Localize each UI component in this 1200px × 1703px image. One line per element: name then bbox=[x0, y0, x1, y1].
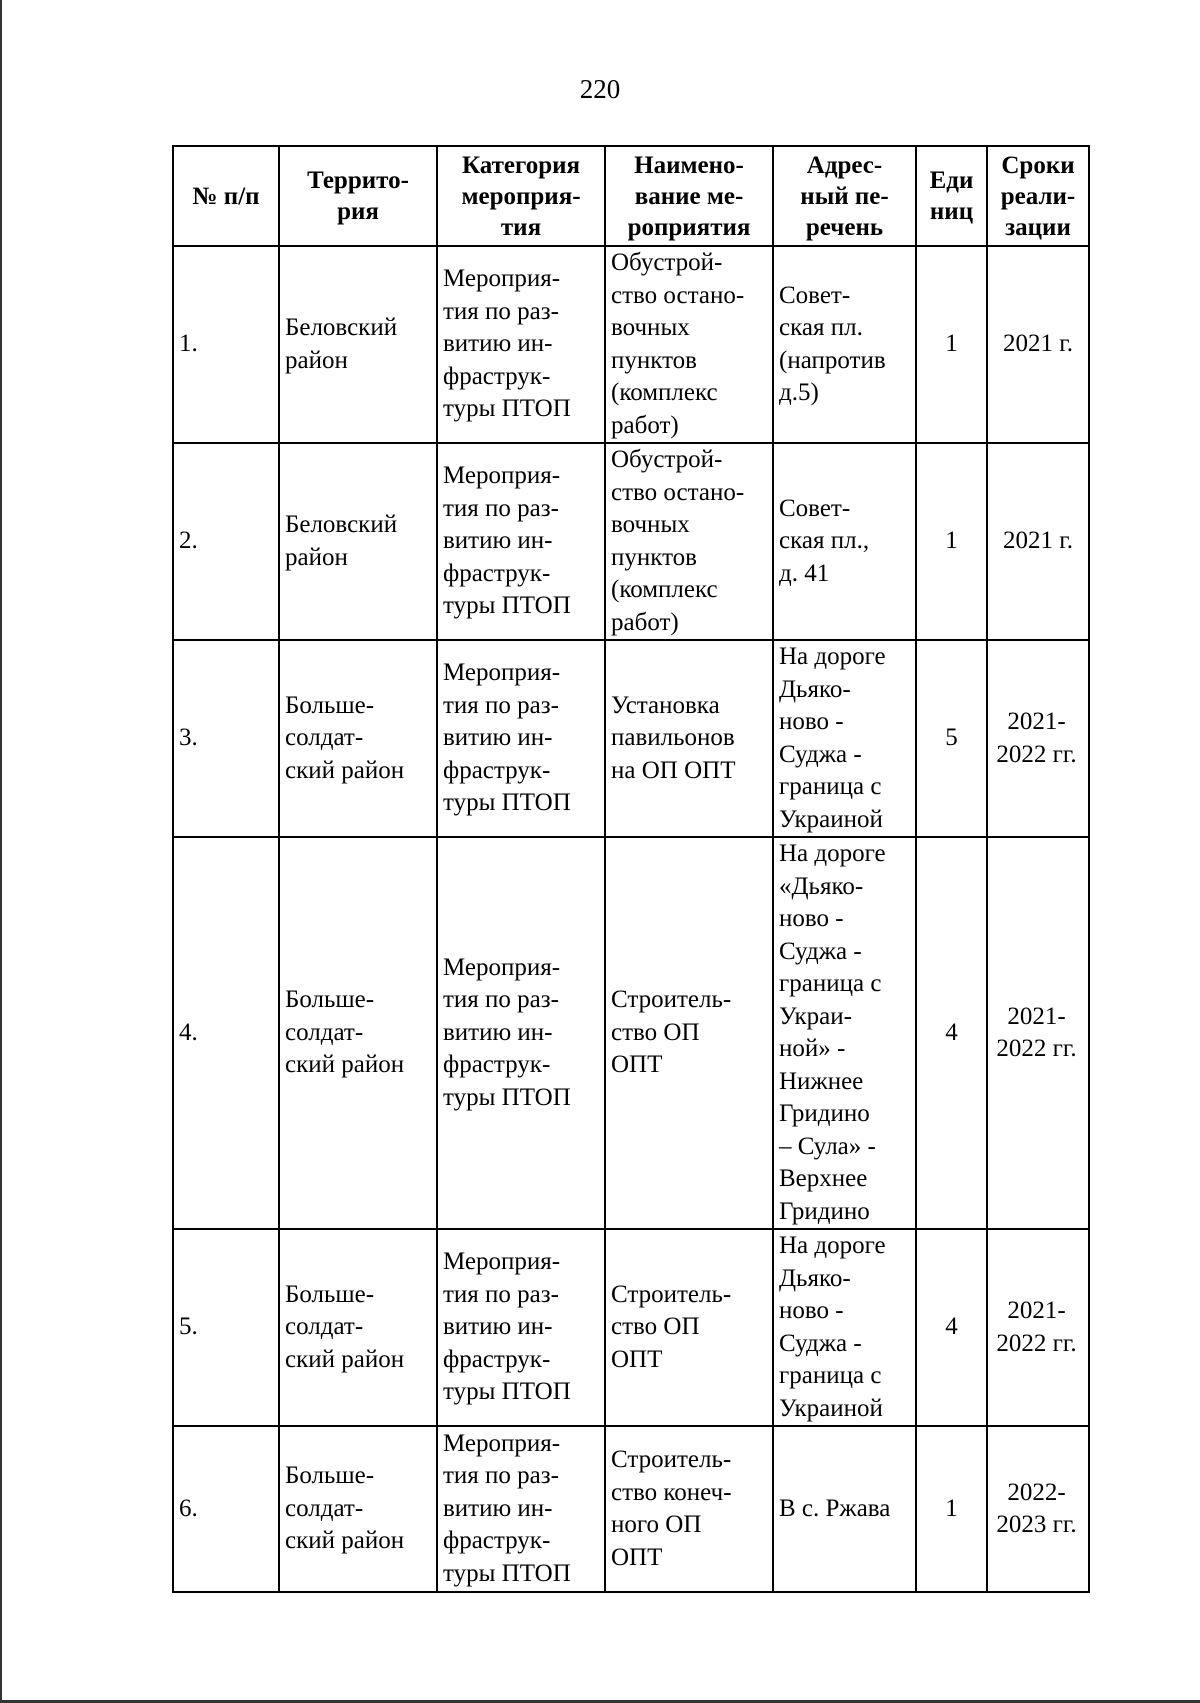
row-number: 4. bbox=[173, 837, 279, 1229]
row-territory: Беловский район bbox=[279, 246, 437, 443]
table-header-row bbox=[173, 146, 1089, 246]
row-address: В с. Ржава bbox=[773, 1426, 916, 1592]
row-number: 3. bbox=[173, 640, 279, 837]
row-number: 1. bbox=[173, 246, 279, 443]
row-address: На дороге Дьяко- ново - Суджа - граница с Украиной bbox=[773, 1229, 916, 1426]
row-term: 2021 г. bbox=[987, 246, 1089, 443]
row-units: 4 bbox=[916, 1229, 987, 1426]
table-row bbox=[173, 640, 1089, 837]
row-measure-name: Обустрой- ство остано- вочных пунктов (комплекс работ) bbox=[605, 246, 773, 443]
row-units: 1 bbox=[916, 246, 987, 443]
row-category: Мероприя- тия по раз- витию ин- фраструк- туры ПТОП bbox=[437, 837, 605, 1229]
row-territory: Больше- солдат- ский район bbox=[279, 1229, 437, 1426]
row-number: 5. bbox=[173, 1229, 279, 1426]
row-number: 6. bbox=[173, 1426, 279, 1592]
row-measure-name: Строитель- ство ОП ОПТ bbox=[605, 1229, 773, 1426]
row-measure-name: Установка павильонов на ОП ОПТ bbox=[605, 640, 773, 837]
row-territory: Больше- солдат- ский район bbox=[279, 837, 437, 1229]
row-address: На дороге «Дьяко- ново - Суджа - граница с Украи- ной» - Нижнее Гридино – Сула» - Верхнее Гридино bbox=[773, 837, 916, 1229]
table-row bbox=[173, 837, 1089, 1229]
row-units: 1 bbox=[916, 1426, 987, 1592]
row-category: Мероприя- тия по раз- витию ин- фраструк- туры ПТОП bbox=[437, 246, 605, 443]
row-territory: Беловский район bbox=[279, 443, 437, 640]
measures-table bbox=[172, 145, 1090, 1593]
header-term: Сроки реали- зации bbox=[987, 146, 1089, 246]
row-units: 4 bbox=[916, 837, 987, 1229]
table-row bbox=[173, 443, 1089, 640]
row-measure-name: Строитель- ство ОП ОПТ bbox=[605, 837, 773, 1229]
page-number: 220 bbox=[579, 74, 621, 104]
row-term: 2021- 2022 гг. bbox=[987, 640, 1089, 837]
row-territory: Больше- солдат- ский район bbox=[279, 640, 437, 837]
row-units: 1 bbox=[916, 443, 987, 640]
row-category: Мероприя- тия по раз- витию ин- фраструк- туры ПТОП bbox=[437, 1426, 605, 1592]
header-units: Еди ниц bbox=[916, 146, 987, 246]
header-address: Адрес- ный пе- речень bbox=[773, 146, 916, 246]
row-category: Мероприя- тия по раз- витию ин- фраструк- туры ПТОП bbox=[437, 1229, 605, 1426]
header-name: Наимено- вание ме- роприятия bbox=[605, 146, 773, 246]
row-number: 2. bbox=[173, 443, 279, 640]
row-territory: Больше- солдат- ский район bbox=[279, 1426, 437, 1592]
row-term: 2021 г. bbox=[987, 443, 1089, 640]
row-category: Мероприя- тия по раз- витию ин- фраструк- туры ПТОП bbox=[437, 443, 605, 640]
row-term: 2022- 2023 гг. bbox=[987, 1426, 1089, 1592]
table-row bbox=[173, 1426, 1089, 1592]
row-address: На дороге Дьяко- ново - Суджа - граница с Украиной bbox=[773, 640, 916, 837]
header-category: Категория мероприя- тия bbox=[437, 146, 605, 246]
header-number: № п/п bbox=[173, 146, 279, 246]
row-term: 2021- 2022 гг. bbox=[987, 837, 1089, 1229]
header-territory: Террито- рия bbox=[279, 146, 437, 246]
row-measure-name: Строитель- ство конеч- ного ОП ОПТ bbox=[605, 1426, 773, 1592]
row-term: 2021- 2022 гг. bbox=[987, 1229, 1089, 1426]
row-units: 5 bbox=[916, 640, 987, 837]
table-row bbox=[173, 1229, 1089, 1426]
table-row bbox=[173, 246, 1089, 443]
row-address: Совет- ская пл. (напротив д.5) bbox=[773, 246, 916, 443]
scan-edge-left bbox=[0, 0, 2, 1703]
row-category: Мероприя- тия по раз- витию ин- фраструк- туры ПТОП bbox=[437, 640, 605, 837]
row-address: Совет- ская пл., д. 41 bbox=[773, 443, 916, 640]
row-measure-name: Обустрой- ство остано- вочных пунктов (комплекс работ) bbox=[605, 443, 773, 640]
